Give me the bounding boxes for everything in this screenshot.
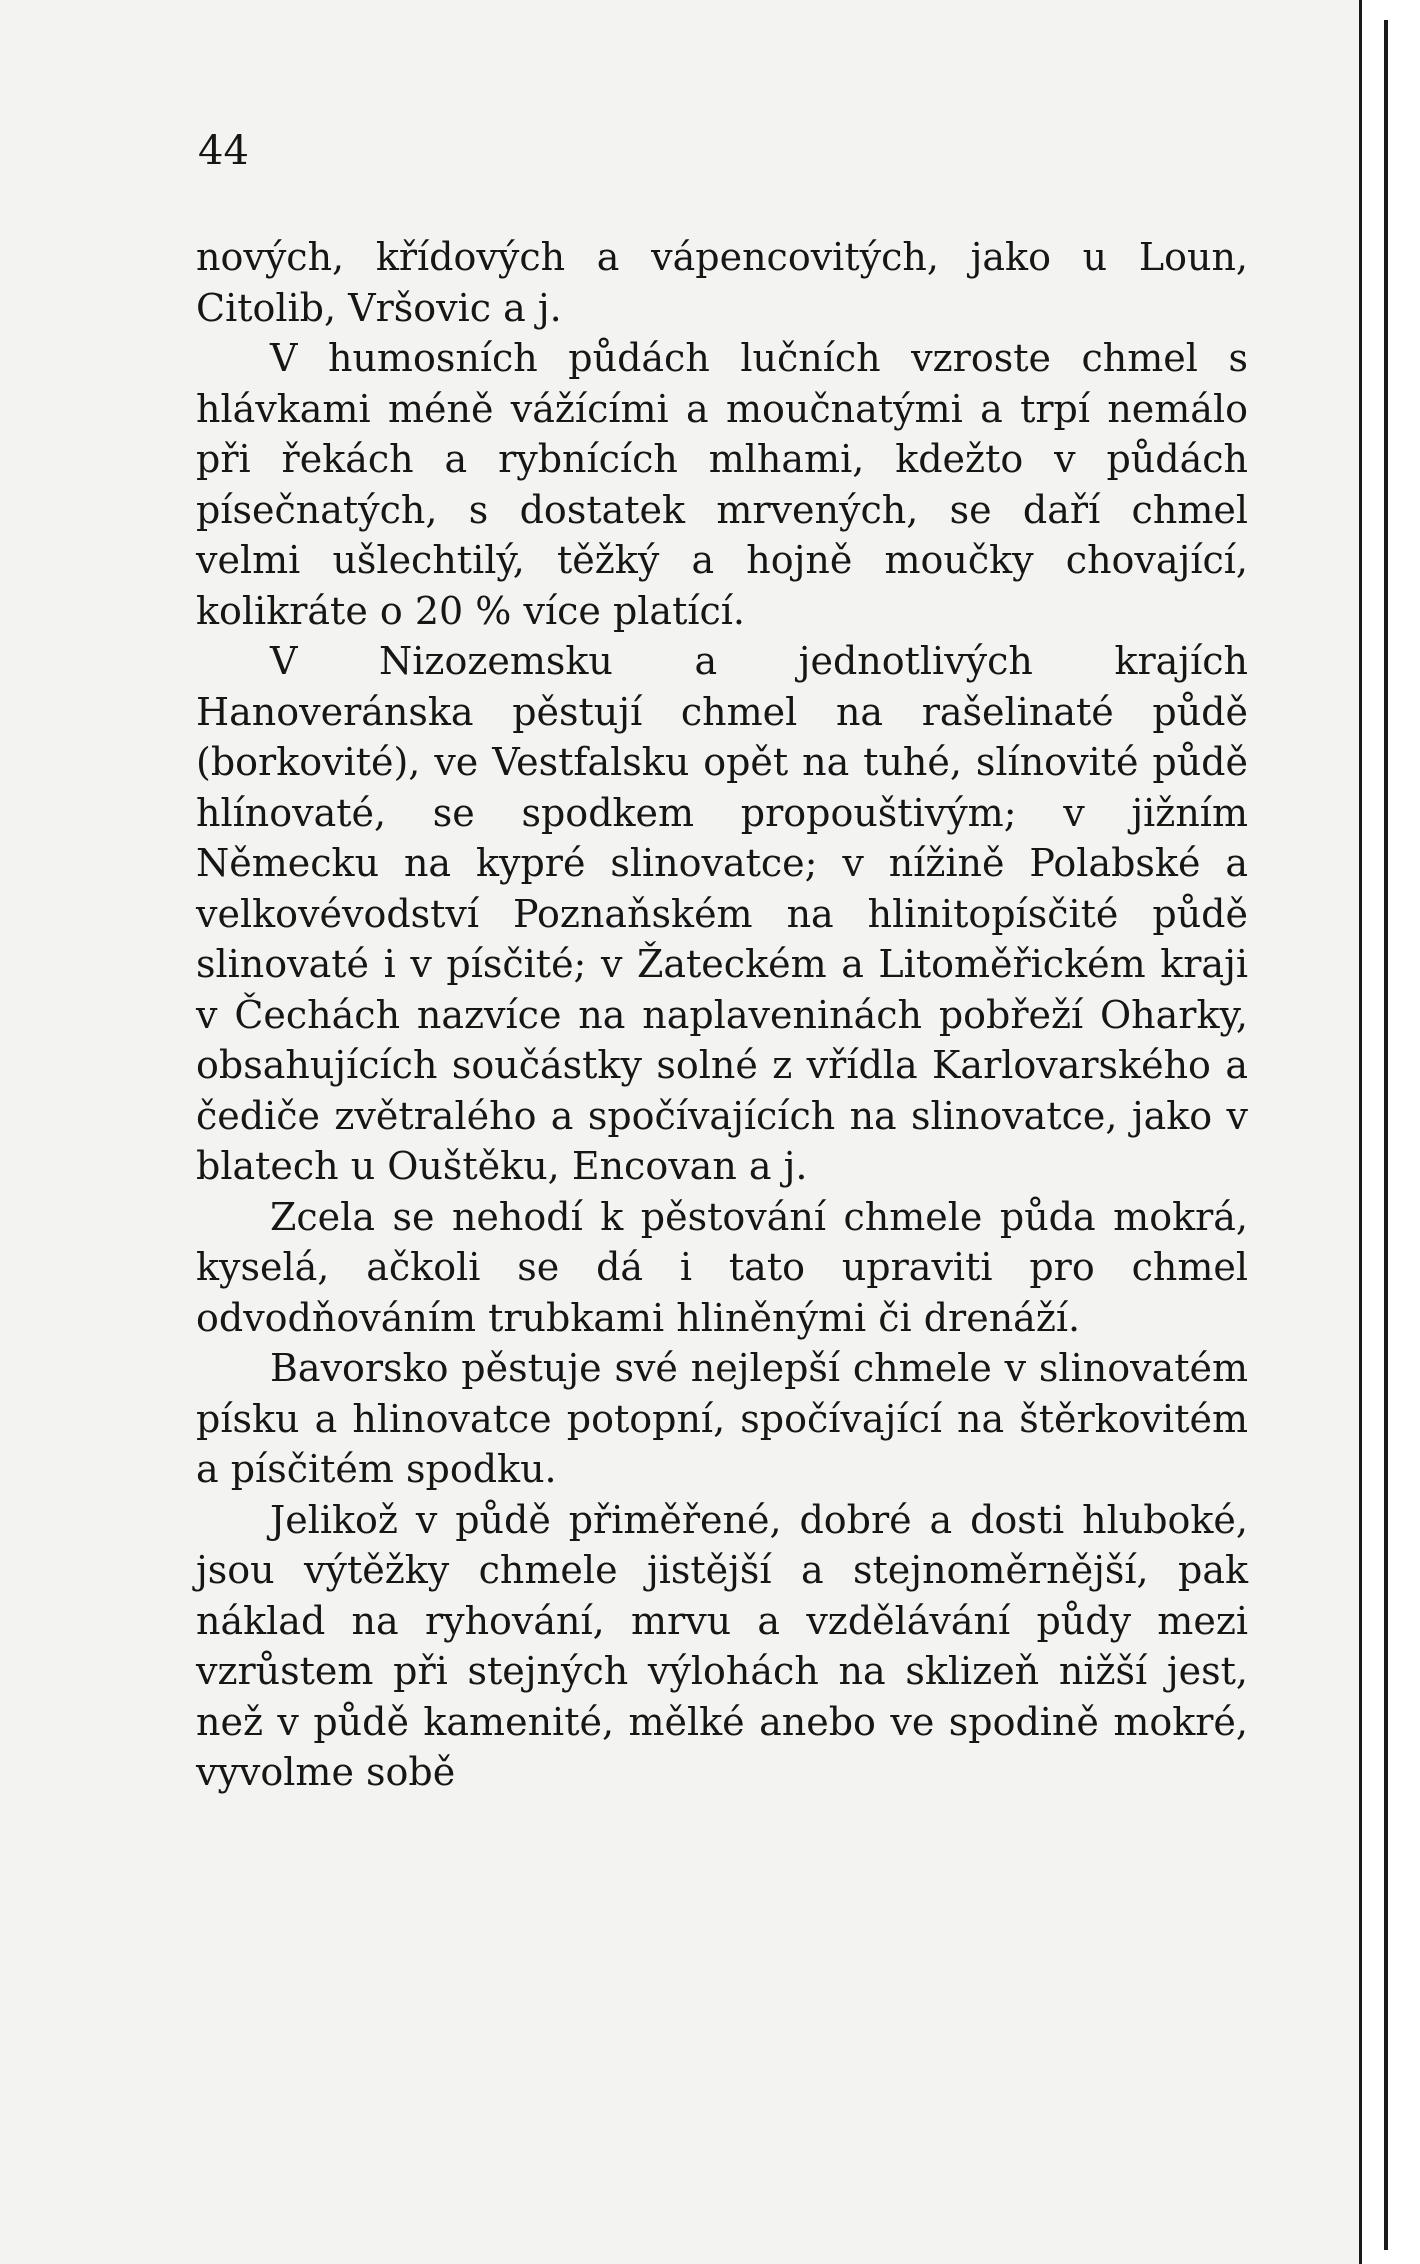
paragraph: nových, křídových a vápencovitých, jako u Loun, Citolib, Vršovic a j. — [196, 235, 1248, 330]
paragraph: V Nizozemsku a jednotlivých krajích Hanoveránska pěstují chmel na rašelinaté půdě (borkovité), ve Vestfalsku opět na tuhé, slínovité půdě hlínovaté, se spodkem propouštivým; v jižním Německu na kypré slinovatce; v nížině Polabské a velkovévodství Poznaňském na hlinitopísčité půdě slinovaté i v písčité; v Žateckém a Litoměřickém kraji v Čechách nazvíce na naplaveninách pobřeží Oharky, obsahujících součástky solné z vřídla Karlovarského a čediče zvětralého a spočívajících na slinovatce, jako v blatech u Ouštěku, Encovan a j. — [196, 639, 1248, 1188]
paragraph: Jelikož v půdě přiměřené, dobré a dosti hluboké, jsou výtěžky chmele jistější a stejnoměrnější, pak náklad na ryhování, mrvu a vzdělávání půdy mezi vzrůstem při stejných výlohách na sklizeň nižší jest, než v půdě kamenité, mělké anebo ve spodině mokré, vyvolme sobě — [196, 1497, 1248, 1794]
page-number: 44 — [198, 128, 249, 174]
body-text — [196, 232, 1248, 1798]
paragraph: V humosních půdách lučních vzroste chmel s hlávkami méně vážícími a moučnatými a trpí nemálo při řekách a rybnících mlhami, kdežto v půdách písečnatých, s dostatek mrvených, se daří chmel velmi ušlechtilý, těžký a hojně moučky chovající, kolikráte o 20 % více platící. — [196, 336, 1248, 633]
paragraph: Zcela se nehodí k pěstování chmele půda mokrá, kyselá, ačkoli se dá i tato upraviti pro chmel odvodňováním trubkami hliněnými či drenáží. — [196, 1194, 1248, 1340]
paragraph: Bavorsko pěstuje své nejlepší chmele v slinovatém písku a hlinovatce potopní, spočívající na štěrkovitém a písčitém spodku. — [196, 1346, 1248, 1491]
page-edge-divider — [1384, 20, 1388, 2250]
